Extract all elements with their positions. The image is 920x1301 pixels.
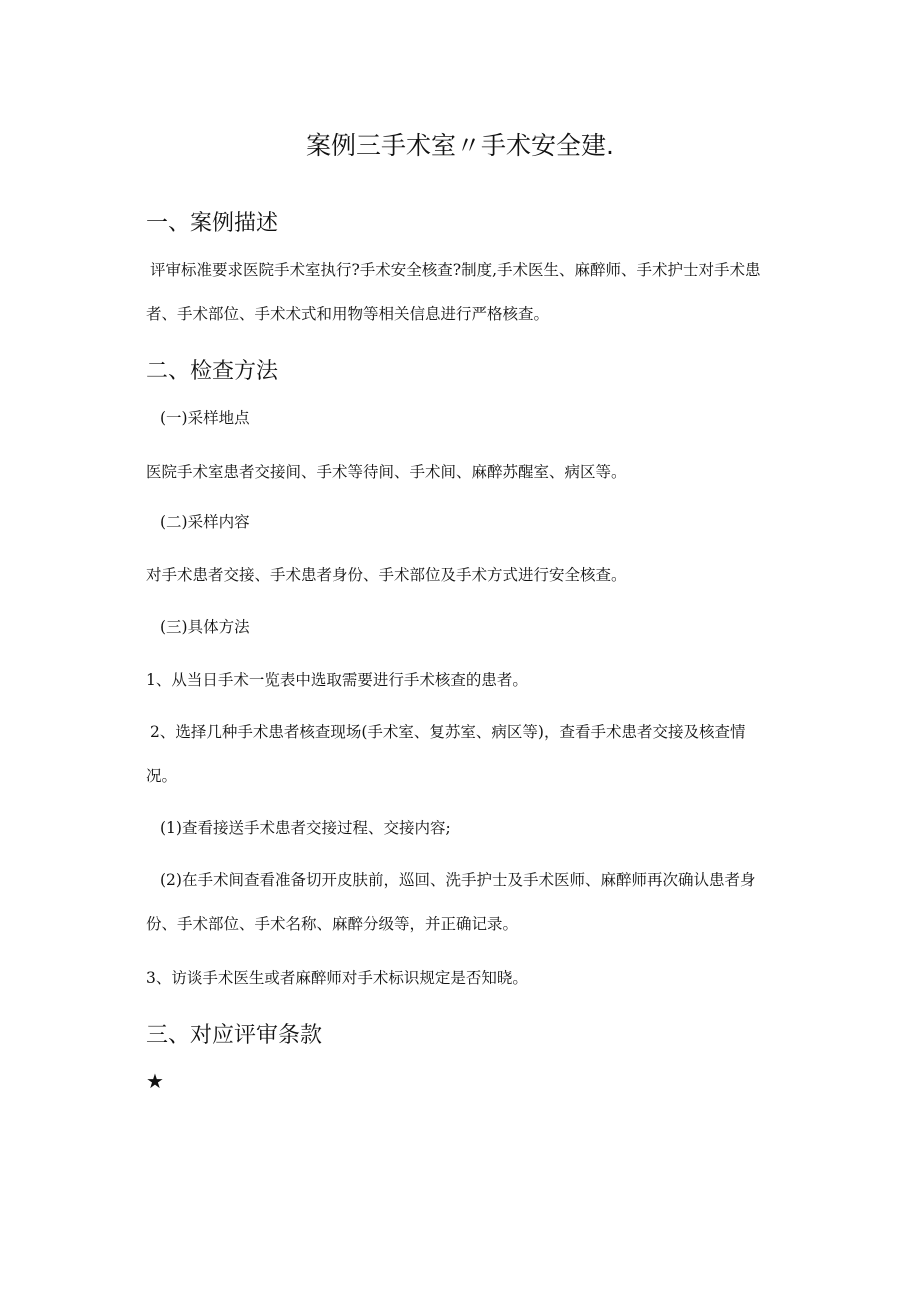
subheading-sampling-content: (二)采样内容 — [160, 513, 250, 531]
method-item-1: 1、从当日手术一览表中选取需要进行手术核查的患者。 — [146, 671, 528, 689]
case-description-line-1: 评审标准要求医院手术室执行?手术安全核查?制度,手术医生、麻醉师、手术护士对手术患 — [150, 261, 761, 279]
star-icon: ★ — [146, 1069, 164, 1093]
method-item-2b-line-1: (2)在手术间查看准备切开皮肤前，巡回、洗手护士及手术医师、麻醉师再次确认患者身 — [160, 871, 756, 889]
sampling-location-text: 医院手术室患者交接间、手术等待间、手术间、麻醉苏醒室、病区等。 — [146, 463, 627, 481]
section-heading-case-description: 一、案例描述 — [146, 211, 279, 236]
method-item-2b-line-2: 份、手术部位、手术名称、麻醉分级等，并正确记录。 — [146, 915, 519, 933]
method-item-2a: (1)查看接送手术患者交接过程、交接内容; — [160, 819, 451, 837]
section-heading-inspection-method: 二、检查方法 — [146, 359, 279, 384]
document-title: 案例三手术室〃手术安全建. — [306, 131, 614, 160]
case-description-line-2: 者、手术部位、手术术式和用物等相关信息进行严格核查。 — [146, 305, 550, 323]
subheading-sampling-location: (一)采样地点 — [160, 409, 250, 427]
method-item-2-line-2: 况。 — [146, 767, 178, 785]
method-item-3: 3、访谈手术医生或者麻醉师对手术标识规定是否知晓。 — [146, 969, 528, 987]
method-item-2-line-1: 2、选择几种手术患者核查现场(手术室、复苏室、病区等)，查看手术患者交接及核查情 — [150, 723, 746, 741]
sampling-content-text: 对手术患者交接、手术患者身份、手术部位及手术方式进行安全核查。 — [146, 566, 627, 584]
subheading-specific-method: (三)具体方法 — [160, 618, 250, 636]
section-heading-review-clauses: 三、对应评审条款 — [146, 1023, 323, 1048]
